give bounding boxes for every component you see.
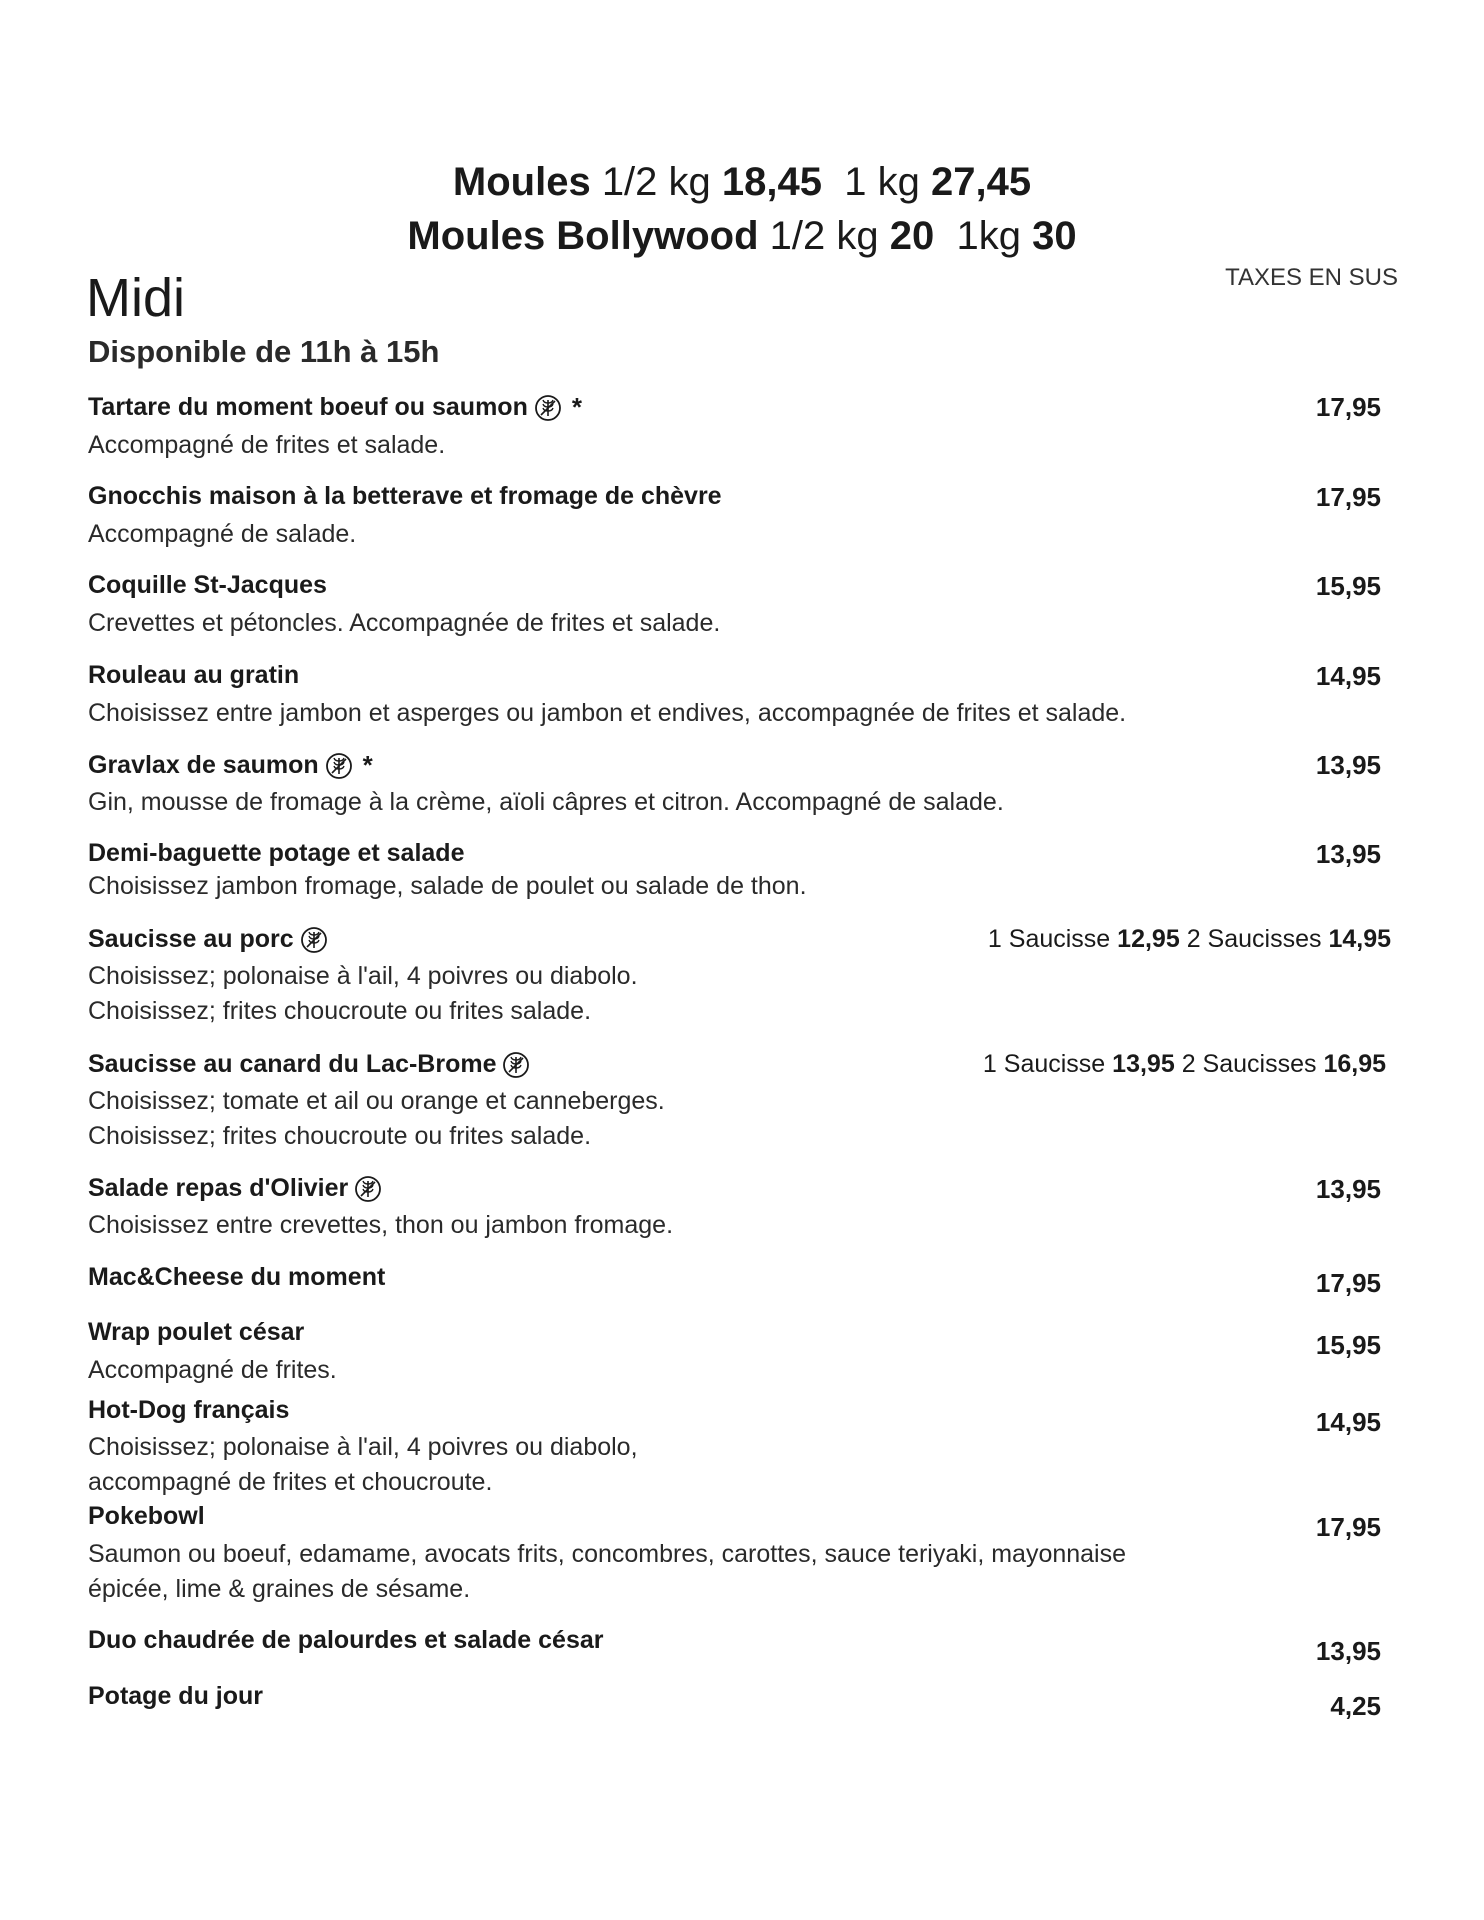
menu-item-name: Gnocchis maison à la betterave et fromage de chèvre [88,482,722,510]
menu-item-desc: accompagné de frites et choucroute. [88,1468,493,1496]
menu-item-price: 13,95 [1315,1636,1381,1666]
menu-item-desc: Saumon ou boeuf, edamame, avocats frits, concombres, carottes, sauce teriyaki, mayonnaise [88,1540,1127,1568]
bollywood-qty-half: 1/2 kg [769,214,879,258]
menu-item-desc: épicée, lime & graines de sésame. [88,1575,471,1603]
menu-item-name: Gravlax de saumon * [88,750,373,780]
menu-item-desc: Choisissez jambon fromage, salade de poulet ou salade de thon. [88,872,807,900]
moules-name: Moules [452,160,591,204]
bollywood-price-half: 20 [889,214,935,258]
menu-item-desc: Choisissez entre crevettes, thon ou jambon fromage. [88,1211,674,1239]
menu-item-name: Coquille St-Jacques [88,571,327,599]
menu-item-desc: Choisissez; tomate et ail ou orange et canneberges. [88,1087,665,1115]
wheat-circle-icon [534,394,562,422]
menu-item-price: 15,95 [1315,571,1381,601]
menu-item-price: 13,95 [1315,750,1381,780]
menu-item-price: 17,95 [1315,1512,1381,1542]
menu-item-name: Rouleau au gratin [88,661,300,689]
moules-qty-full: 1 kg [844,160,920,204]
menu-item-name: Saucisse au porc [88,925,328,954]
menu-item-name: Saucisse au canard du Lac-Brome [88,1050,530,1079]
menu-item-desc: Choisissez; polonaise à l'ail, 4 poivres ou diabolo, [88,1433,638,1461]
menu-item-price: 13,95 [1315,1174,1381,1204]
section-subtitle: Disponible de 11h à 15h [88,334,440,369]
menu-item-name: Mac&Cheese du moment [88,1263,386,1291]
moules-line [0,156,1484,208]
wheat-circle-icon [502,1051,530,1079]
menu-item-name: Tartare du moment boeuf ou saumon * [88,392,582,422]
asterisk-mark: * [362,750,373,780]
bollywood-price-full: 30 [1032,214,1077,258]
asterisk-mark: * [571,392,582,422]
menu-item-price: 17,95 [1315,392,1381,422]
bollywood-qty-full: 1kg [956,214,1021,258]
menu-item-name: Potage du jour [88,1682,263,1710]
menu-item-desc: Choisissez; polonaise à l'ail, 4 poivres ou diabolo. [88,962,638,990]
menu-item-price: 14,95 [1315,661,1381,691]
menu-item-desc: Choisissez; frites choucroute ou frites salade. [88,997,592,1025]
section-title: Midi [86,268,186,328]
taxes-note: TAXES EN SUS [1225,264,1398,291]
menu-item-name: Wrap poulet césar [88,1318,305,1346]
menu-item-price-options: 1 Saucisse 12,95 2 Saucisses 14,95 [987,925,1391,953]
bollywood-name: Moules Bollywood [407,214,759,258]
menu-item-desc: Choisissez entre jambon et asperges ou jambon et endives, accompagnée de frites et salade. [88,699,1127,727]
menu-item-desc: Crevettes et pétoncles. Accompagnée de frites et salade. [88,609,721,637]
menu-item-name: Demi-baguette potage et salade [88,839,465,867]
menu-item-price: 14,95 [1315,1407,1381,1437]
wheat-circle-icon [325,752,353,780]
menu-item-price: 15,95 [1315,1330,1381,1360]
moules-bollywood-line [0,210,1484,262]
moules-price-half: 18,45 [721,160,823,204]
menu-item-price: 17,95 [1315,482,1381,512]
menu-item-name: Salade repas d'Olivier [88,1174,382,1203]
wheat-circle-icon [354,1175,382,1203]
menu-item-name: Hot-Dog français [88,1396,290,1424]
menu-item-desc: Accompagné de salade. [88,520,357,548]
menu-item-desc: Accompagné de frites. [88,1356,337,1384]
menu-item-price: 4,25 [1330,1691,1381,1721]
menu-item-price: 13,95 [1315,839,1381,869]
moules-price-full: 27,45 [930,160,1032,204]
menu-item-desc: Gin, mousse de fromage à la crème, aïoli câpres et citron. Accompagné de salade. [88,788,1004,816]
menu-item-name: Duo chaudrée de palourdes et salade césar [88,1626,604,1654]
wheat-circle-icon [300,926,328,954]
menu-item-price-options: 1 Saucisse 13,95 2 Saucisses 16,95 [982,1050,1386,1078]
menu-item-name: Pokebowl [88,1502,205,1530]
menu-item-price: 17,95 [1315,1268,1381,1298]
menu-item-desc: Choisissez; frites choucroute ou frites salade. [88,1122,592,1150]
menu-item-desc: Accompagné de frites et salade. [88,431,446,459]
moules-qty-half: 1/2 kg [601,160,711,204]
